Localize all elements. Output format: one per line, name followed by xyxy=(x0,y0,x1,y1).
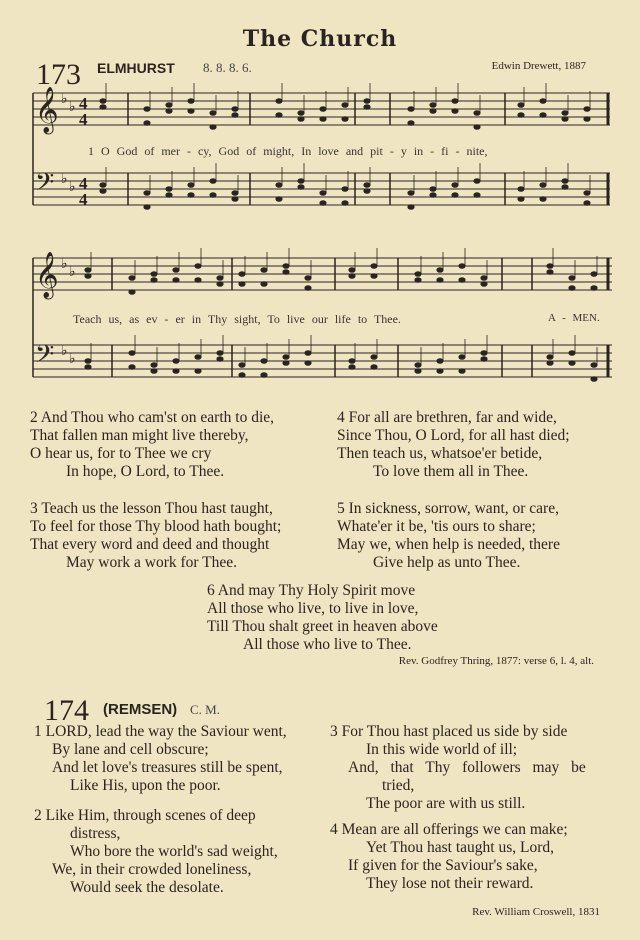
verse-6 xyxy=(207,582,438,654)
note-head xyxy=(275,98,282,104)
verse-line: May work a work for Thee. xyxy=(66,554,238,571)
verse-line: We, in their crowded loneliness, xyxy=(52,861,252,878)
note-head xyxy=(282,269,289,275)
verse-line: Since Thou, O Lord, for all hast died; xyxy=(337,427,570,444)
flat-sign: ♭ xyxy=(69,100,76,115)
verse-line: Like His, upon the poor. xyxy=(70,777,221,794)
note-head xyxy=(304,275,311,281)
note-head xyxy=(165,192,172,198)
note-head xyxy=(238,362,245,368)
time-signature: 4 xyxy=(79,94,88,113)
verse-line: 4 For all are brethren, far and wide, xyxy=(337,409,557,426)
verse-line: Give help as unto Thee. xyxy=(373,554,521,571)
note-head xyxy=(128,364,135,370)
note-head xyxy=(150,368,157,374)
note-head xyxy=(473,178,480,184)
note-head xyxy=(407,120,414,126)
note-head xyxy=(436,267,443,273)
note-head xyxy=(407,190,414,196)
note-head xyxy=(84,267,91,273)
note-head xyxy=(260,358,267,364)
note-head xyxy=(143,120,150,126)
page-title: The Church xyxy=(242,26,398,52)
verse-line: Would seek the desolate. xyxy=(70,879,224,896)
note-head xyxy=(517,196,524,202)
note-head xyxy=(561,184,568,190)
lyric-line-2: Teach us, as ev - er in Thy sight, To live our life to Thee. xyxy=(73,312,401,326)
note-head xyxy=(260,267,267,273)
note-head xyxy=(546,263,553,269)
note-head xyxy=(458,263,465,269)
note-head xyxy=(451,108,458,114)
verse-line: That every word and deed and thought xyxy=(30,536,270,553)
note-head xyxy=(260,281,267,287)
note-head xyxy=(297,116,304,122)
note-head xyxy=(370,273,377,279)
note-head xyxy=(370,354,377,360)
note-head xyxy=(363,104,370,110)
time-signature: 4 xyxy=(79,174,88,193)
note-head xyxy=(583,106,590,112)
hymn-number-174: 174 xyxy=(44,694,89,727)
verse-line: 1 LORD, lead the way the Saviour went, xyxy=(34,723,287,740)
treble-clef: 𝄞 xyxy=(35,87,59,133)
verse-line: Who bore the world's sad weight, xyxy=(70,843,278,860)
verse-line: distress, xyxy=(70,825,121,842)
lyric-line-1: 1 O God of mer - cy, God of might, In love and pit - y in - fi - nite, xyxy=(88,144,488,158)
note-head xyxy=(414,368,421,374)
note-head xyxy=(99,98,106,104)
verse-4 xyxy=(337,409,570,481)
bass-clef: 𝄢 xyxy=(35,168,55,203)
verse-line: They lose not their reward. xyxy=(366,875,534,892)
music-notation xyxy=(0,0,640,400)
note-head xyxy=(473,110,480,116)
note-head xyxy=(451,192,458,198)
note-head xyxy=(172,358,179,364)
verse-line: In this wide world of ill; xyxy=(366,741,518,758)
verse-3 xyxy=(30,500,281,572)
note-head xyxy=(99,104,106,110)
note-head xyxy=(436,358,443,364)
note-head xyxy=(84,364,91,370)
note-head xyxy=(348,358,355,364)
note-head xyxy=(238,281,245,287)
note-head xyxy=(429,192,436,198)
note-head xyxy=(341,186,348,192)
note-head xyxy=(414,277,421,283)
note-head xyxy=(297,110,304,116)
note-head xyxy=(187,182,194,188)
note-head xyxy=(143,190,150,196)
verse-5 xyxy=(337,500,560,572)
flat-sign: ♭ xyxy=(61,344,68,359)
note-head xyxy=(590,362,597,368)
meter: 8. 8. 8. 6. xyxy=(203,60,252,75)
verse-1 xyxy=(34,723,287,795)
note-head xyxy=(363,182,370,188)
note-head xyxy=(568,285,575,291)
note-head xyxy=(414,271,421,277)
verse-line: If given for the Saviour's sake, xyxy=(348,857,538,874)
verse-2 xyxy=(30,409,274,481)
note-head xyxy=(451,182,458,188)
time-signature: 4 xyxy=(79,190,88,209)
verse-line: And, that Thy followers may be xyxy=(348,759,586,776)
verse-line: To love them all in Thee. xyxy=(373,463,529,480)
note-head xyxy=(209,110,216,116)
note-head xyxy=(304,285,311,291)
note-head xyxy=(517,102,524,108)
note-head xyxy=(216,281,223,287)
flat-sign: ♭ xyxy=(61,92,68,107)
verse-line: And let love's treasures still be spent, xyxy=(52,759,283,776)
tune-name: ELMHURST xyxy=(97,60,175,76)
note-head xyxy=(194,368,201,374)
note-head xyxy=(473,192,480,198)
verse-line: 3 For Thou hast placed us side by side xyxy=(330,723,568,740)
note-head xyxy=(407,204,414,210)
composer: Edwin Drewett, 1887 xyxy=(491,60,586,72)
note-head xyxy=(84,273,91,279)
note-head xyxy=(583,116,590,122)
verse-line: 2 Like Him, through scenes of deep xyxy=(34,807,256,824)
note-head xyxy=(319,116,326,122)
note-head xyxy=(172,277,179,283)
bass-clef: 𝄢 xyxy=(35,340,55,375)
flat-sign: ♭ xyxy=(61,257,68,272)
note-head xyxy=(172,267,179,273)
note-head xyxy=(568,360,575,366)
note-head xyxy=(348,364,355,370)
note-head xyxy=(568,350,575,356)
note-head xyxy=(517,112,524,118)
note-head xyxy=(583,190,590,196)
verse-3 xyxy=(330,723,586,813)
note-head xyxy=(99,182,106,188)
time-signature: 4 xyxy=(79,110,88,129)
note-head xyxy=(539,112,546,118)
note-head xyxy=(341,200,348,206)
note-head xyxy=(275,112,282,118)
attribution-174: Rev. William Croswell, 1831 xyxy=(472,906,600,918)
note-head xyxy=(84,358,91,364)
note-head xyxy=(451,98,458,104)
verse-line: Then teach us, whatsoe'er betide, xyxy=(337,445,543,462)
note-head xyxy=(99,188,106,194)
note-head xyxy=(370,364,377,370)
verse-line: 2 And Thou who cam'st on earth to die, xyxy=(30,409,275,426)
note-head xyxy=(143,204,150,210)
note-head xyxy=(407,106,414,112)
note-head xyxy=(341,102,348,108)
note-head xyxy=(348,267,355,273)
note-head xyxy=(539,182,546,188)
tune-name: (REMSEN) xyxy=(103,701,178,718)
note-head xyxy=(429,186,436,192)
note-head xyxy=(282,354,289,360)
note-head xyxy=(128,275,135,281)
note-head xyxy=(275,196,282,202)
note-head xyxy=(216,350,223,356)
note-head xyxy=(194,277,201,283)
verse-line: That fallen man might live thereby, xyxy=(30,427,249,444)
note-head xyxy=(209,192,216,198)
note-head xyxy=(561,116,568,122)
note-head xyxy=(480,356,487,362)
note-head xyxy=(297,178,304,184)
note-head xyxy=(546,269,553,275)
note-head xyxy=(568,275,575,281)
verse-line: O hear us, for to Thee we cry xyxy=(30,445,212,462)
note-head xyxy=(590,376,597,382)
verse-line: To feel for those Thy blood hath bought; xyxy=(30,518,282,535)
note-head xyxy=(238,372,245,378)
note-head xyxy=(187,98,194,104)
verse-line: All those who live to Thee. xyxy=(243,636,412,653)
note-head xyxy=(275,182,282,188)
note-head xyxy=(458,277,465,283)
note-head xyxy=(304,350,311,356)
note-head xyxy=(143,106,150,112)
verse-2 xyxy=(34,807,278,897)
note-head xyxy=(480,281,487,287)
treble-clef: 𝄞 xyxy=(35,252,59,298)
verse-line: All those who live, to live in love, xyxy=(207,600,419,617)
flat-sign: ♭ xyxy=(61,172,68,187)
note-head xyxy=(341,116,348,122)
note-head xyxy=(583,200,590,206)
note-head xyxy=(458,354,465,360)
verse-line: 6 And may Thy Holy Spirit move xyxy=(207,582,416,599)
note-head xyxy=(348,273,355,279)
note-head xyxy=(414,362,421,368)
note-head xyxy=(590,285,597,291)
attribution-173: Rev. Godfrey Thring, 1877: verse 6, l. 4, alt. xyxy=(398,655,594,667)
note-head xyxy=(150,271,157,277)
note-head xyxy=(539,196,546,202)
verse-line: By lane and cell obscure; xyxy=(52,741,209,758)
note-head xyxy=(282,263,289,269)
note-head xyxy=(561,110,568,116)
verse-line: Yet Thou hast taught us, Lord, xyxy=(366,839,555,856)
verse-4 xyxy=(330,821,568,893)
note-head xyxy=(517,186,524,192)
verse-line: In hope, O Lord, to Thee. xyxy=(66,463,225,480)
note-head xyxy=(370,263,377,269)
flat-sign: ♭ xyxy=(69,180,76,195)
note-head xyxy=(209,124,216,130)
note-head xyxy=(436,368,443,374)
note-head xyxy=(231,196,238,202)
note-head xyxy=(231,112,238,118)
note-head xyxy=(231,106,238,112)
verse-line: 5 In sickness, sorrow, want, or care, xyxy=(337,500,559,517)
amen: A - MEN. xyxy=(548,312,600,324)
note-head xyxy=(319,200,326,206)
verse-line: The poor are with us still. xyxy=(366,795,526,812)
note-head xyxy=(319,190,326,196)
note-head xyxy=(539,98,546,104)
verse-line: Till Thou shalt greet in heaven above xyxy=(207,618,438,635)
note-head xyxy=(165,102,172,108)
note-head xyxy=(216,275,223,281)
verse-line: 3 Teach us the lesson Thou hast taught, xyxy=(30,500,273,517)
meter: C. M. xyxy=(190,702,220,717)
verse-line: 4 Mean are all offerings we can make; xyxy=(330,821,568,838)
note-head xyxy=(458,368,465,374)
note-head xyxy=(209,178,216,184)
note-head xyxy=(187,108,194,114)
note-head xyxy=(473,124,480,130)
note-head xyxy=(436,277,443,283)
note-head xyxy=(128,289,135,295)
note-head xyxy=(238,271,245,277)
note-head xyxy=(165,108,172,114)
note-head xyxy=(429,102,436,108)
verse-line: tried, xyxy=(382,777,415,794)
note-head xyxy=(304,360,311,366)
note-head xyxy=(187,192,194,198)
note-head xyxy=(319,106,326,112)
note-head xyxy=(363,98,370,104)
note-head xyxy=(282,360,289,366)
note-head xyxy=(480,275,487,281)
flat-sign: ♭ xyxy=(69,352,76,367)
note-head xyxy=(194,354,201,360)
note-head xyxy=(546,354,553,360)
note-head xyxy=(194,263,201,269)
note-head xyxy=(150,277,157,283)
note-head xyxy=(590,271,597,277)
note-head xyxy=(128,350,135,356)
note-head xyxy=(231,190,238,196)
hymn-number-173: 173 xyxy=(36,58,81,91)
note-head xyxy=(165,186,172,192)
verse-line: May we, when help is needed, there xyxy=(337,536,560,553)
note-head xyxy=(363,188,370,194)
flat-sign: ♭ xyxy=(69,265,76,280)
note-head xyxy=(172,368,179,374)
note-head xyxy=(150,362,157,368)
note-head xyxy=(480,350,487,356)
note-head xyxy=(216,356,223,362)
note-head xyxy=(260,372,267,378)
note-head xyxy=(546,360,553,366)
verse-line: Whate'er it be, 'tis ours to share; xyxy=(337,518,536,535)
note-head xyxy=(429,108,436,114)
note-head xyxy=(297,184,304,190)
note-head xyxy=(561,178,568,184)
